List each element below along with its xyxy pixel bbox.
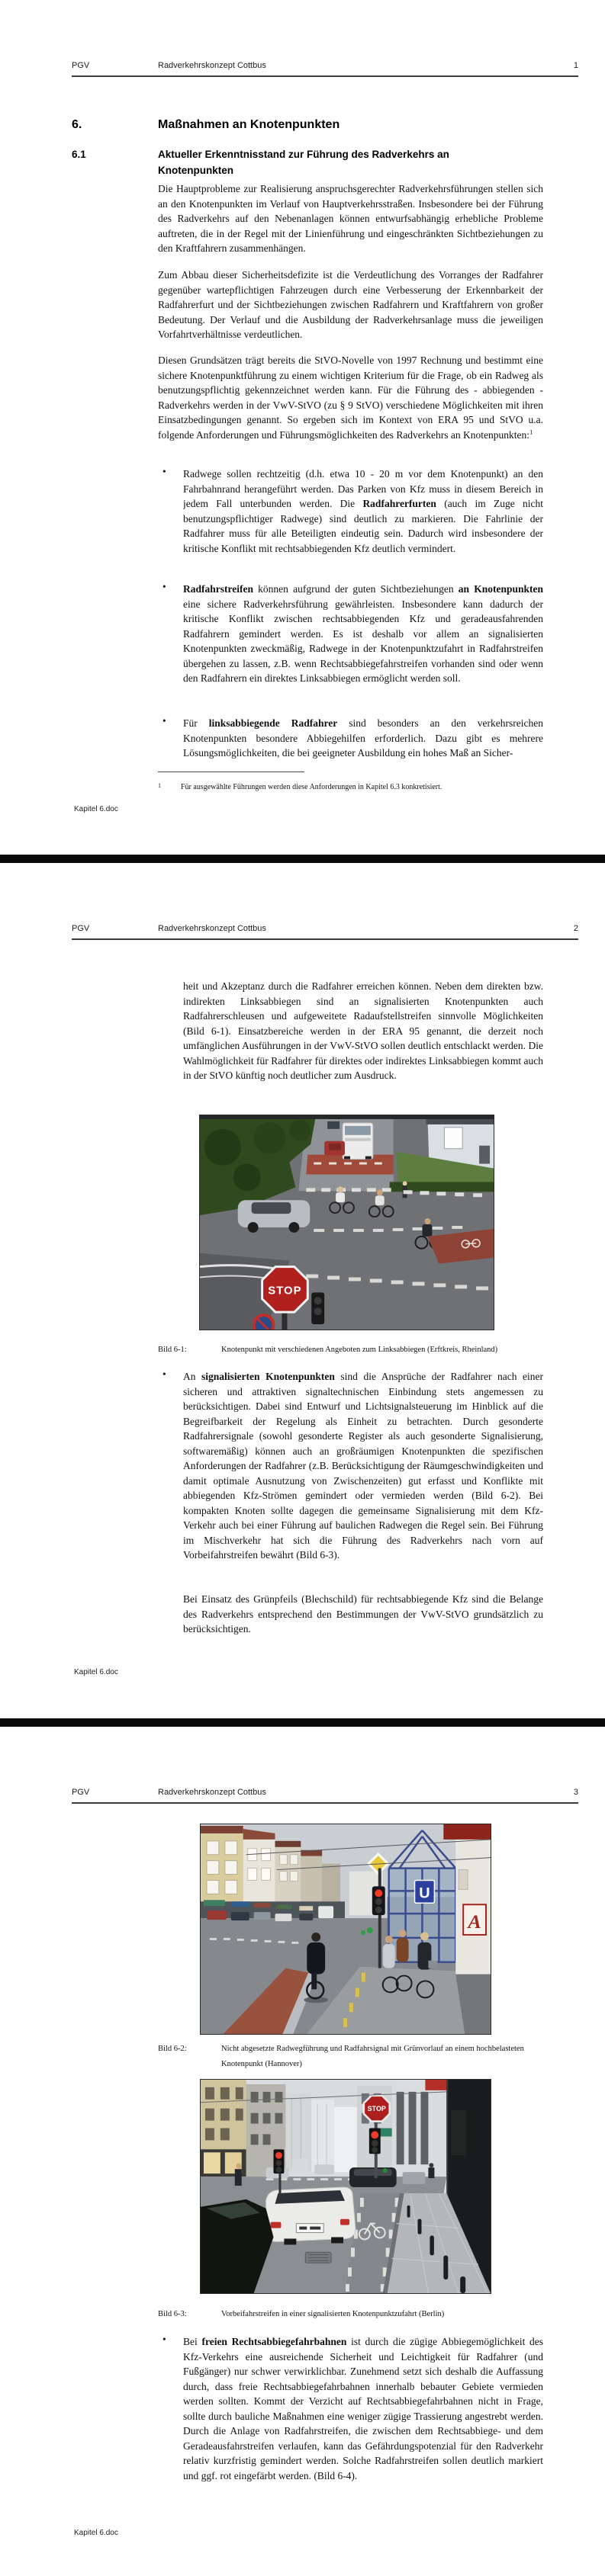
footnote [158, 782, 543, 793]
stop-sign-text: STOP [367, 2105, 386, 2113]
figure-caption [158, 2042, 545, 2072]
header-doc-title: Radverkehrskonzept Cottbus [158, 924, 266, 933]
list-item [163, 2334, 543, 2500]
page-footer: Kapitel 6.doc [74, 1668, 118, 1676]
header-rule [72, 938, 578, 940]
figure-caption-text: Vorbeifahrstreifen in einer signalisierten Knotenpunktzufahrt (Berlin) [221, 2310, 445, 2318]
list-item [163, 467, 543, 573]
red-car [324, 1141, 345, 1156]
section-number: 6.1 [72, 149, 86, 160]
paragraph: Zum Abbau dieser Sicherheitsdefizite ist die Verdeutlichung des Vorranges der Radfahrer gegenüber wartepflichtigen Fahrzeugen durch eine Verbesserung der Erkennbarkeit der Radfahrerfurt und der Sichtbeziehungen zwischen Radfahrern und Kraftfahrern von großer Bedeutung. Der Verlauf und die Ausbildung der Radverkehrsanlage muss die jeweiligen Vorfahrtverhältnisse verdeutlichen. [158, 269, 543, 340]
bullet-icon: • [163, 2334, 166, 2345]
paragraph: Diesen Grundsätzen trägt bereits die StVO-Novelle von 1997 Rechnung und bestimmt eine sichere Knotenpunktführung zu einem wichtigen Kriterium für die Frage, ob ein Radweg als benutzungspflichtig gekennzeichnet werden kann. Für die Führung des - abbiegenden - Radverkehrs werden in der VwV-StVO (zu § 9 StVO) verschiedene Möglichkeiten mit ihren Einsatzbedingungen genannt. So ergeben sich im Kontext von ERA 95 und StVO u.a. folgende Anforderungen und Führungsmöglichkeiten des Radverkehrs an Knotenpunkten:$^1$ [158, 354, 543, 441]
apotheke-sign-letter: A [468, 1910, 481, 1933]
pedestrian [403, 1181, 407, 1198]
page-footer: Kapitel 6.doc [74, 805, 118, 813]
car-distant [327, 1121, 340, 1129]
paragraph: Bei Einsatz des Grünpfeils (Blechschild) für rechtsabbiegende Kfz sind die Belange des Radverkehrs entsprechend den Bestimmungen der VwV-StVO grundsätzlich zu berücksichtigen. [183, 1593, 543, 1634]
page-header [72, 1788, 578, 1800]
figure-caption [158, 1343, 545, 1358]
bullet-icon: • [163, 1368, 166, 1380]
paragraph-continuation: heit und Akzeptanz durch die Radfahrer erreichen können. Neben dem direkten bzw. indirekten Linksabbiegen sind an signalisierten Knotenpunkten auch Radfahrerschleusen und aufgeweitete Radaufstellstreifen sinnvolle Möglichkeiten (Bild 6-1). Einsatzbereiche werden in der ERA 95 genannt, die derzeit noch umfänglichen Ausführungen in der VwV-StVO sollen deutlich entschlackt werden. Die Wahlmöglichkeit für Radfahrer für direktes oder indirektes Linksabbiegen kommt auch in der StVO künftig noch deutlicher zum Ausdruck. [183, 980, 543, 1081]
list-item-text: Bei freien Rechtsabbiegefahrbahnen ist durch die zügige Abbiegemöglichkeit des Kfz-Verkehrs eine ausreichende Sicherheit und Leichtigkeit für Radfahrer (und Fußgänger) nur schwer verwirklichbar. Zunehmend setzt sich deshalb die Auffassung durch, dass freie Rechtsabbiegefahrbahnen innerhalb bebauter Gebiete vermieden werden sollten. Kommt der Verzicht auf Rechtsabbiegefahrbahnen nicht in Frage, sollte durch bauliche Maßnahmen eine weniger zügige Trassierung angestrebt werden. Durch die Anlage von Radfahrstreifen, die zwischen dem Rechtsabbiege- und dem Geradeausfahrstreifen verlaufen, kann das Gefährdungspotenzial für den Radverkehr relativ kurzfristig gemindert werden. Solche Radfahrstreifen sollen deutlich markiert und ggf. rot eingefärbt werden. (Bild 6-4). [183, 2336, 543, 2481]
motorcyclist [428, 2163, 434, 2178]
traffic-light [311, 1292, 324, 1324]
header-doc-title: Radverkehrskonzept Cottbus [158, 1788, 266, 1797]
bullet-icon: • [163, 715, 166, 727]
black-car [349, 2167, 397, 2187]
bullet-icon: • [163, 466, 166, 477]
header-author: PGV [72, 61, 90, 70]
list-item [163, 582, 543, 703]
figure-label: Bild 6-2: [158, 2045, 187, 2053]
figure-photo-hannover-street [200, 1824, 491, 2035]
header-doc-title: Radverkehrskonzept Cottbus [158, 61, 266, 70]
figure-caption-text: Nicht abgesetzte Radwegführung und Radfahrsignal mit Grünvorlauf an einem hochbelasteten Knotenpunkt (Hannover) [221, 2045, 524, 2068]
footnote-text: Für ausgewählte Führungen werden diese Anforderungen in Kapitel 6.3 konkretisiert. [181, 783, 442, 791]
footnote-marker: 1 [158, 782, 161, 789]
ubahn-sign-letter: U [419, 1885, 430, 1902]
page-2 [0, 863, 605, 1718]
bullet-icon: • [163, 581, 166, 592]
list-item-text: Radwege sollen rechtzeitig (d.h. etwa 10 - 20 m vor dem Knotenpunkt) an den Fahrbahnrand herangeführt werden. Das Parken von Kfz muss in diesem Bereich in jedem Fall unterbunden werden. Die Radfahrerfurten (auch im Zuge nicht benutzungspflichtiger Radwege) sind deutlich zu markieren. Die Fahrlinie der Radfahrer muss für alle Beteiligten eindeutig sein. Dadurch wird insbesondere der kritische Konflikt mit rechtsabbiegenden Kfz deutlich vermindert. [183, 468, 543, 554]
chapter-number: 6. [72, 118, 82, 131]
page-header [72, 61, 578, 73]
paragraph: Die Hauptprobleme zur Realisierung anspruchsgerechter Radverkehrsführungen stellen sich an den Knotenpunkten im Verlauf von Hauptverkehrsstraßen. Insbesondere bei der Führung des Radverkehrs auf den Nebenanlagen können entwurfsabhängig erhebliche Probleme auftreten, die in der Regel mit der Linienführung und eingeschränkten Sichtbeziehungen zu den Kraftfahrern zusammenhängen. [158, 183, 543, 254]
bus [343, 1123, 373, 1160]
chapter-title: Maßnahmen an Knotenpunkten [158, 118, 340, 131]
page-number: 2 [573, 924, 578, 933]
photo-bild-6-2 [201, 1824, 491, 2034]
list-item [163, 716, 543, 763]
page-3 [0, 1727, 605, 2576]
header-author: PGV [72, 1788, 90, 1797]
header-rule [72, 75, 578, 77]
list-item-text: Radfahrstreifen können aufgrund der guten Sichtbeziehungen an Knotenpunkten eine sichere Radverkehrsführung gewährleisten. Insbesondere kann dadurch der kritische Konflikt zwischen rechtsabbiegenden Kfz und geradeausfahrenden Radfahrern gemindert werden. Es ist deshalb vor allem an signalisierten Knotenpunkten zweckmäßig, Radwege in der Knotenpunktzufahrt in Radfahrstreifen übergehen zu lassen, z.B. wenn Rechtsabbiegefahrstreifen vorhanden sind oder wenn den Radfahrern ein direktes Linksabbiegen ermöglicht werden soll. [183, 583, 543, 684]
gray-car [403, 2172, 426, 2184]
drain-grate [305, 2252, 331, 2263]
figure-caption [158, 2307, 545, 2322]
list-item-text: Für linksabbiegende Radfahrer sind besonders an den verkehrsreichen Knotenpunkten besondere Abbiegehilfen erforderlich. Dazu gibt es mehrere Lösungsmöglichkeiten, die bei geeigneter Ausbildung ein hohes Maß an Sicher- [183, 717, 543, 759]
photo-bild-6-1 [200, 1115, 494, 1330]
page-1 [0, 0, 605, 855]
figure-label: Bild 6-3: [158, 2310, 187, 2318]
page-number: 1 [573, 61, 578, 70]
list-item-text: An signalisierten Knotenpunkten sind die Ansprüche der Radfahrer nach einer sicheren und attraktiven signaltechnischen Einbindung stets angemessen zu berücksichtigen. Dabei sind Entwurf und Lichtsignalsteuerung im Hinblick auf die Begreifbarkeit der Regelung als Einheit zu betrachten. Durch gesonderte Radfahrersignale (sowohl gesonderte Register als auch gesonderte Signalisierung, softwaremäßig) können auch an großräumigen Knotenpunkten die spezifischen Anforderungen der Radfahrer (z.B. Berücksichtigung der Räumgeschwindigkeiten und damit optimale Ausnutzung von Zwischenzeiten) gut erfasst und Konflikte mit abbiegenden Kfz-Strömen gemindert oder vermieden werden (Bild 6-2). Bei kompakten Knoten sollte dagegen die gemeinsame Signalisierung mit dem Kfz-Verkehr auch bei einer Führung auf baulichen Radwegen die Regel sein. Bei Führung im Mischverkehr hat sich die Führung des Radverkehrs nach vorn auf Vorbeifahrstreifen bewährt (Bild 6-3). [183, 1371, 543, 1561]
figure-photo-intersection-aerial [199, 1115, 494, 1330]
stop-sign-text: STOP [268, 1285, 302, 1298]
header-rule [72, 1802, 578, 1804]
page-header [72, 924, 578, 936]
figure-caption-text: Knotenpunkt mit verschiedenen Angeboten zum Linksabbiegen (Erftkreis, Rheinland) [221, 1346, 498, 1354]
figure-photo-berlin-street [200, 2079, 491, 2294]
header-author: PGV [72, 924, 90, 933]
page-footer: Kapitel 6.doc [74, 2529, 118, 2537]
list-item [163, 1369, 543, 1580]
section-title: Aktueller Erkenntnisstand zur Führung des Radverkehrs an Knotenpunkten [158, 149, 449, 176]
photo-bild-6-3 [201, 2080, 491, 2293]
page-number: 3 [573, 1788, 578, 1797]
no-stopping-sign [254, 1315, 274, 1330]
figure-label: Bild 6-1: [158, 1346, 187, 1354]
buildings-left [201, 2080, 285, 2177]
